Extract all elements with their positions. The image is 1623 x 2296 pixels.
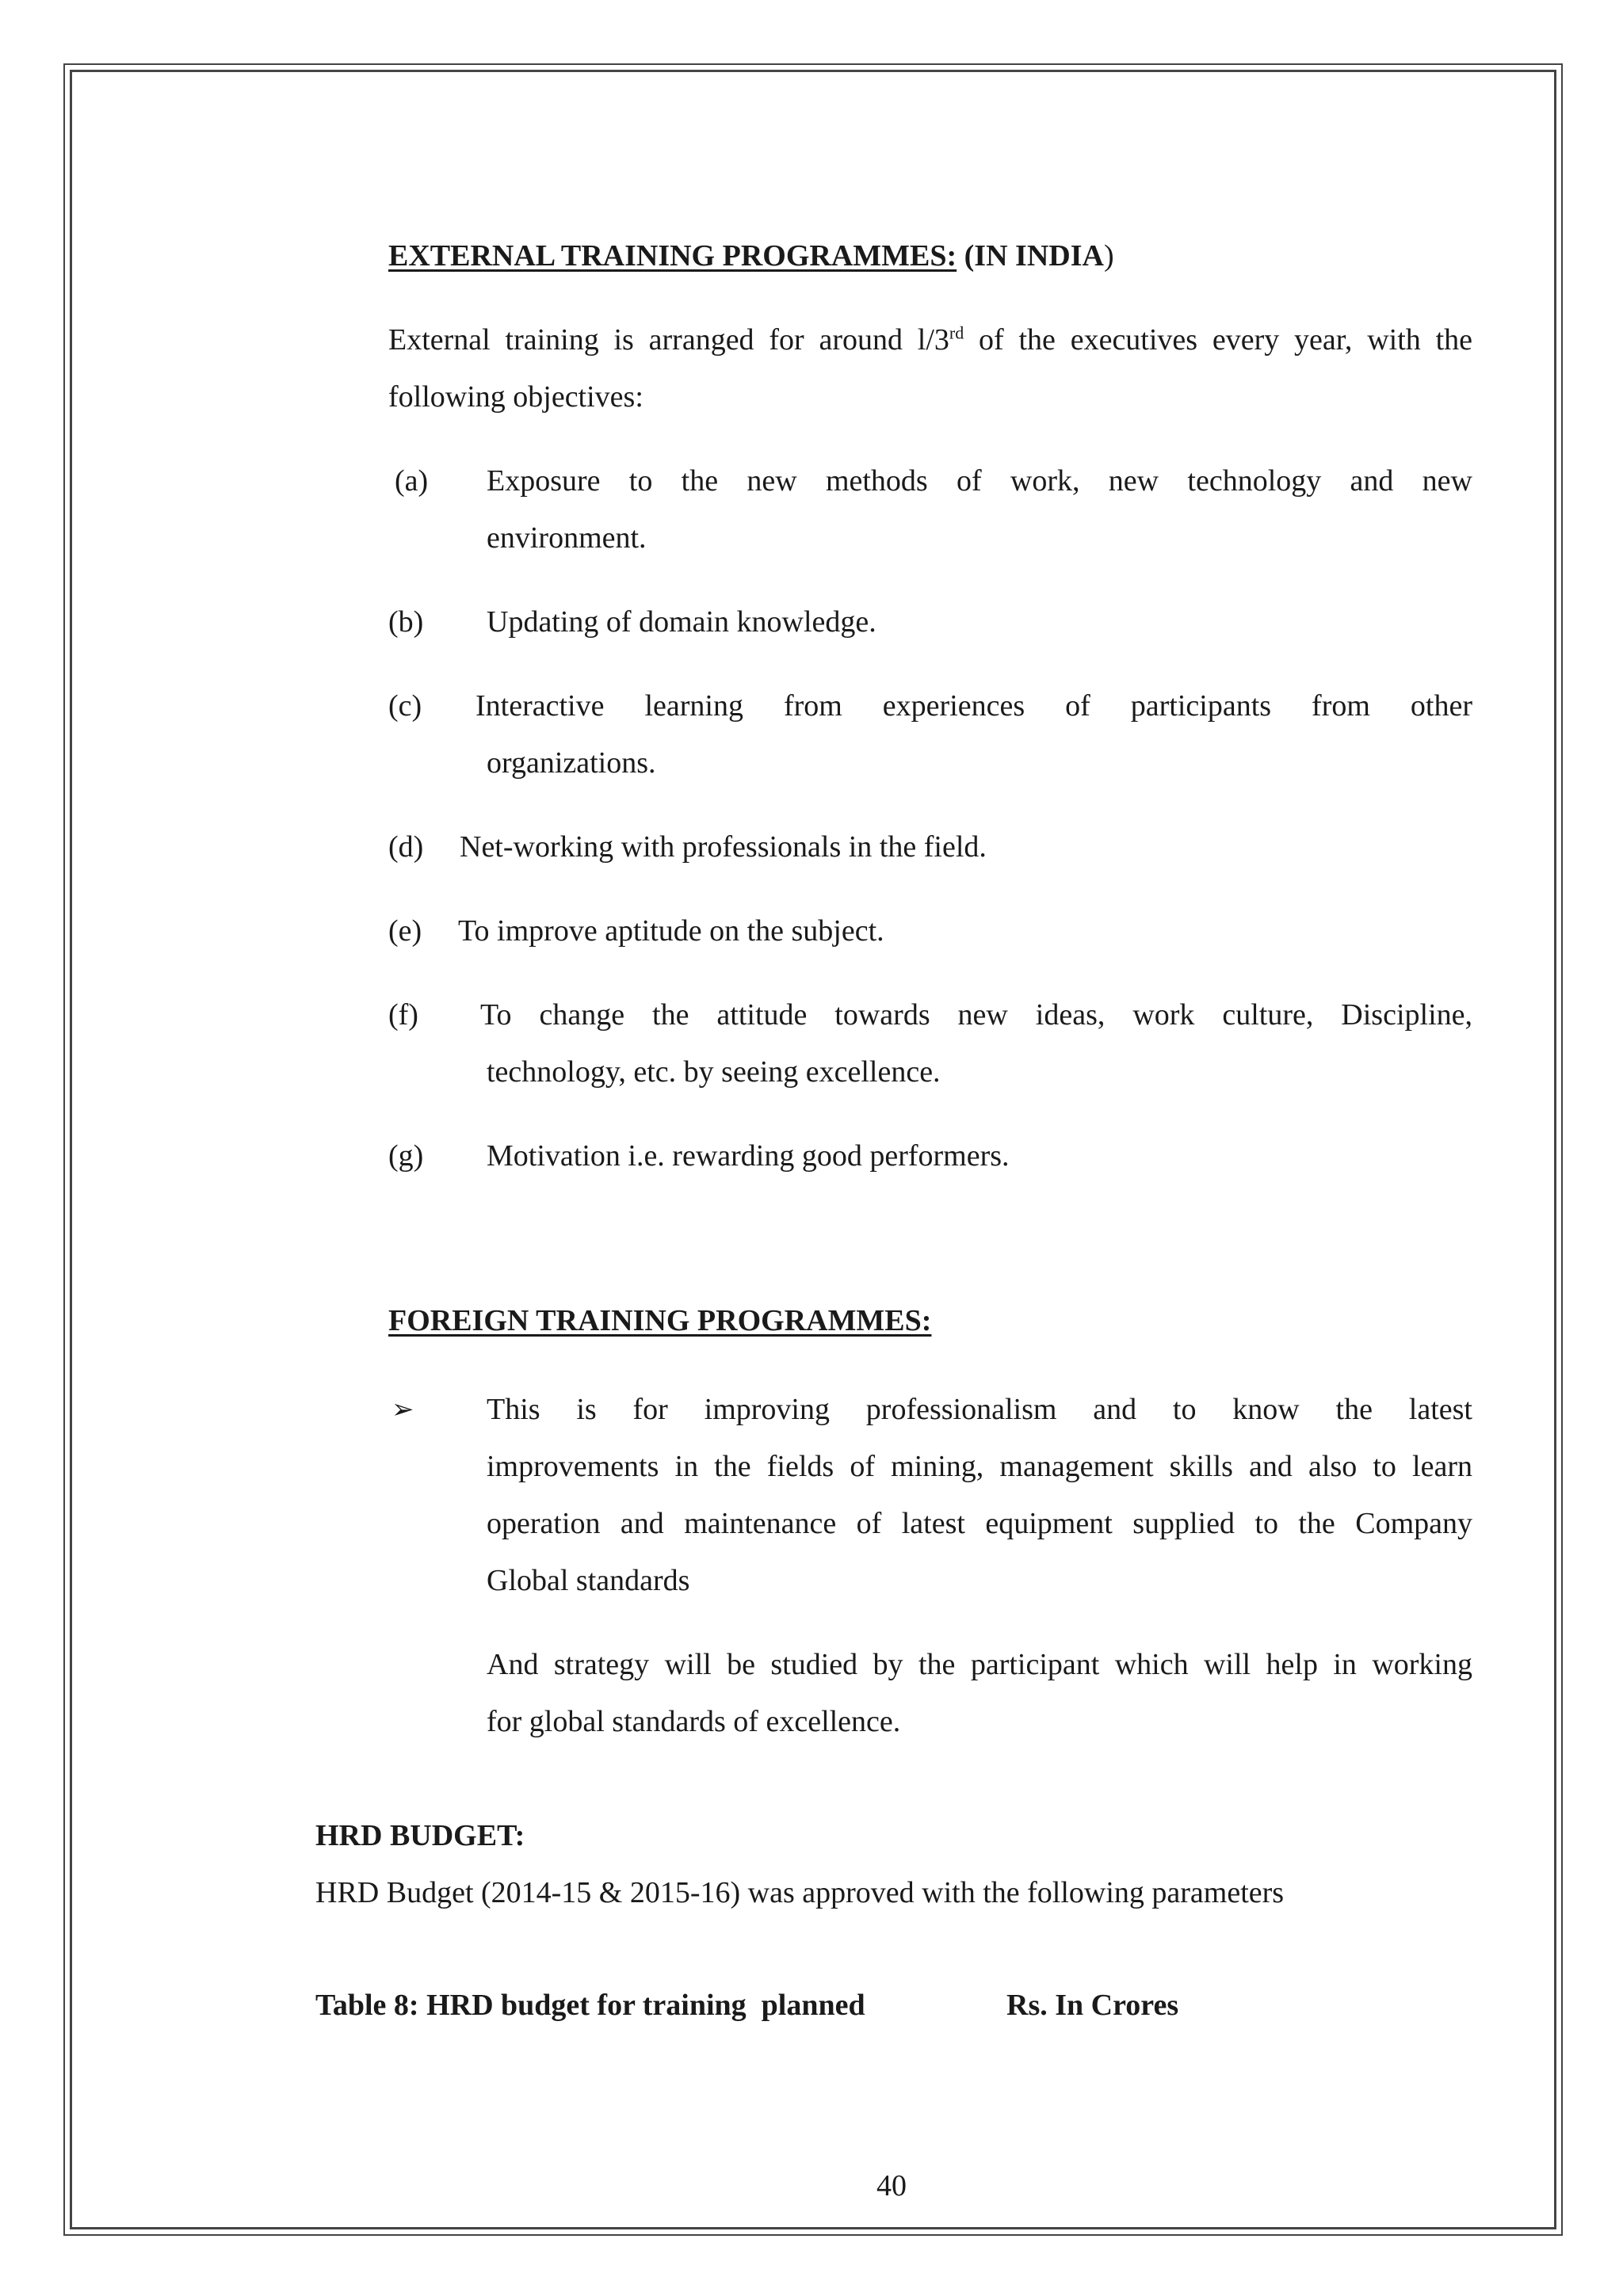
external-intro-line-1	[388, 322, 1472, 358]
foreign-para1-line-4: Global standards	[487, 1564, 690, 1597]
external-heading-close: )	[1103, 239, 1114, 273]
external-training-heading	[388, 238, 1114, 274]
list-marker-b: (b)	[388, 605, 424, 639]
intro-pre: External training is arranged for around l/3	[388, 323, 949, 357]
list-item-c-line-2: organizations.	[487, 746, 656, 780]
table-caption: Table 8: HRD budget for training planned	[315, 1989, 865, 2022]
table-unit: Rs. In Crores	[1006, 1989, 1179, 2022]
foreign-para2-line-2: for global standards of excellence.	[487, 1705, 901, 1738]
list-item-e: To improve aptitude on the subject.	[458, 914, 884, 948]
external-heading-suffix: (IN INDIA	[964, 239, 1104, 273]
list-item-b: Updating of domain knowledge.	[487, 605, 876, 639]
list-marker-g: (g)	[388, 1139, 424, 1173]
list-item-d: Net-working with professionals in the field.	[460, 830, 987, 864]
list-item-c-line-1: Interactive learning from experiences of participants from other	[475, 689, 1472, 723]
foreign-para2-line-1: And strategy will be studied by the participant which will help in working	[487, 1648, 1472, 1681]
foreign-training-heading: FOREIGN TRAINING PROGRAMMES:	[388, 1304, 932, 1337]
bullet-arrow-icon: ➢	[391, 1394, 414, 1425]
external-intro-line-2: following objectives:	[388, 380, 643, 414]
list-item-g: Motivation i.e. rewarding good performers.	[487, 1139, 1010, 1173]
foreign-para1-line-2: improvements in the fields of mining, management skills and also to learn	[487, 1450, 1472, 1483]
list-marker-a: (a)	[395, 464, 429, 498]
foreign-para1-line-3: operation and maintenance of latest equipment supplied to the Company	[487, 1507, 1472, 1540]
intro-sup: rd	[949, 322, 964, 343]
page-number: 40	[876, 2169, 907, 2203]
list-item-f-line-1: To change the attitude towards new ideas, work culture, Discipline,	[480, 998, 1472, 1032]
hrd-budget-text: HRD Budget (2014-15 & 2015-16) was approved with the following parameters	[315, 1876, 1285, 1909]
external-heading-main: EXTERNAL TRAINING PROGRAMMES:	[388, 239, 957, 273]
list-marker-e: (e)	[388, 914, 422, 948]
hrd-budget-heading: HRD BUDGET:	[315, 1819, 525, 1852]
list-item-a-line-1: Exposure to the new methods of work, new technology and new	[487, 464, 1472, 498]
list-marker-d: (d)	[388, 830, 424, 864]
list-marker-f: (f)	[388, 998, 418, 1032]
intro-post: of the executives every year, with the	[964, 323, 1473, 357]
list-item-f-line-2: technology, etc. by seeing excellence.	[487, 1055, 941, 1089]
list-marker-c: (c)	[388, 689, 422, 723]
list-item-a-line-2: environment.	[487, 521, 647, 555]
foreign-para1-line-1: This is for improving professionalism and to know the latest	[487, 1393, 1472, 1426]
